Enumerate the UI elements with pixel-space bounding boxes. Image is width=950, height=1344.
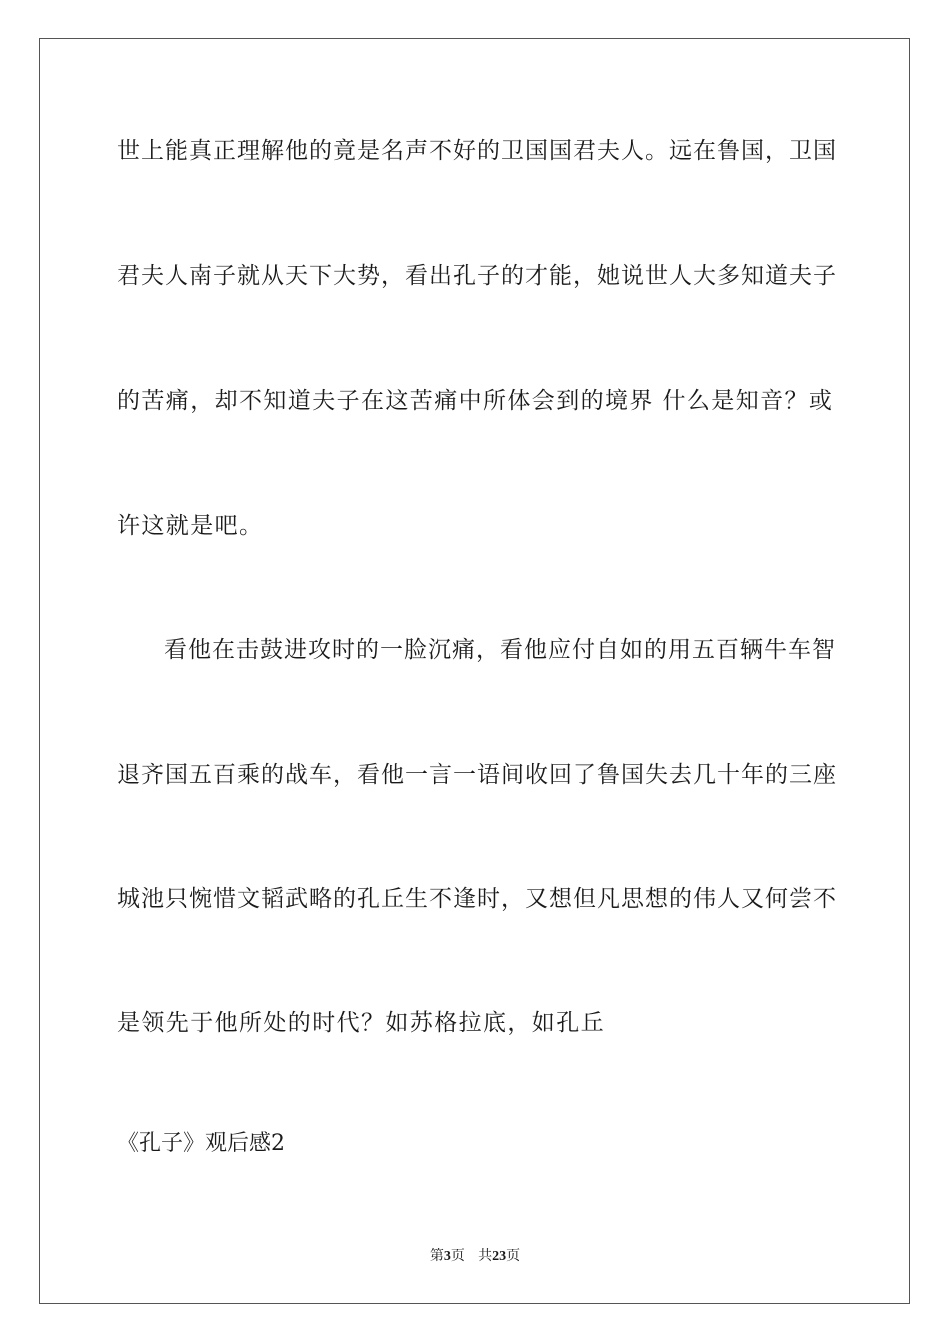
total-suffix: 页 [506,1248,521,1264]
paragraph-1-line-3: 的苦痛，却不知道夫子在这苦痛中所体会到的境界 什么是知音？或 [117,388,834,414]
paragraph-1-line-1: 世上能真正理解他的竟是名声不好的卫国国君夫人。远在鲁国，卫国 [117,138,837,164]
page-suffix: 页 [450,1248,465,1264]
page-prefix: 第 [429,1248,444,1264]
paragraph-2-line-3: 城池只惋惜文韬武略的孔丘生不逢时，又想但凡思想的伟人又何尝不 [117,886,837,912]
page-border [39,38,910,1304]
section-heading: 《孔子》观后感2 [117,1131,285,1156]
total-prefix: 共 [478,1248,493,1264]
paragraph-1-line-2: 君夫人南子就从天下大势，看出孔子的才能，她说世人大多知道夫子 [117,263,837,289]
paragraph-1-line-4: 许这就是吧。 [117,513,264,539]
page-number: 3 [443,1249,451,1264]
total-pages: 23 [492,1249,507,1264]
page-footer [0,1247,950,1266]
paragraph-2-line-2: 退齐国五百乘的战车，看他一言一语间收回了鲁国失去几十年的三座 [117,762,837,788]
paragraph-2-line-1: 看他在击鼓进攻时的一脸沉痛，看他应付自如的用五百辆牛车智 [164,637,836,663]
paragraph-2-line-4: 是领先于他所处的时代？如苏格拉底，如孔丘 [117,1010,605,1036]
